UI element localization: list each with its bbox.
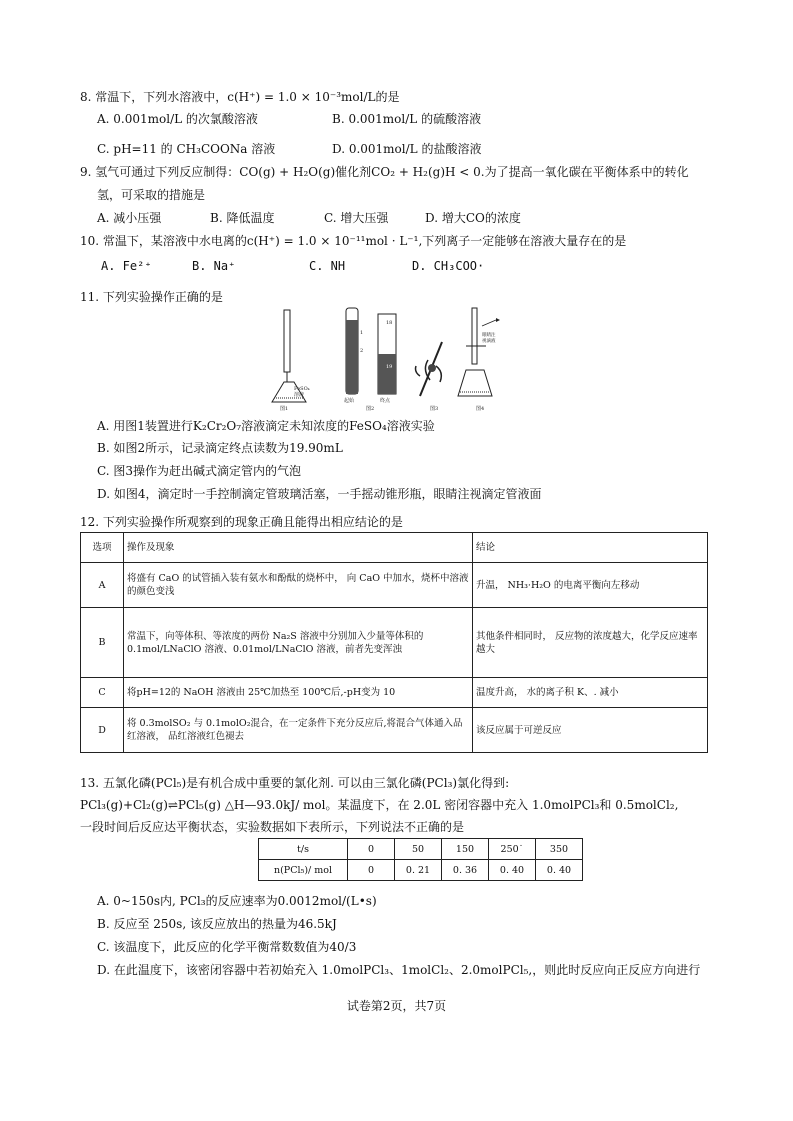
fig1-burette-flask xyxy=(272,310,310,412)
q8-option-b: B. 0.001mol/L 的硫酸溶液 xyxy=(332,112,482,126)
fig2-tick-18: 18 xyxy=(386,320,393,326)
table-row xyxy=(81,708,708,753)
q13-option-c: C. 该温度下，此反应的化学平衡常数数值为40/3 xyxy=(97,940,357,954)
fig2-tick-1: 1 xyxy=(360,330,364,336)
q12-row-c-operation: 将pH=12的 NaOH 溶液由 25℃加热至 100℃后,-pH变为 10 xyxy=(124,678,473,708)
table-row xyxy=(81,678,708,708)
q13-cell-250: 0. 40 xyxy=(489,860,536,881)
fig4-titration xyxy=(458,308,500,412)
fig4-eye-label-1: 眼睛注 xyxy=(482,333,496,338)
q12-header-row xyxy=(81,533,708,563)
q10-stem: 10. 常温下，某溶液中水电离的c(H⁺) = 1.0 × 10⁻¹¹mol · L⁻¹,下列离子一定能够在溶液大量存在的是 xyxy=(80,234,627,248)
q13-cell-150: 0. 36 xyxy=(442,860,489,881)
q13-cell-50: 0. 21 xyxy=(395,860,442,881)
q13-cell-0: 0 xyxy=(348,860,395,881)
q12-row-a-conclusion: 升温， NH₃·H₂O 的电离平衡向左移动 xyxy=(473,563,708,608)
q13-stem-line3: 一段时间后反应达平衡状态，实验数据如下表所示，下列说法不正确的是 xyxy=(80,820,465,834)
q12-row-b-conclusion: 其他条件相同时， 反应物的浓度越大，化学反应速率越大 xyxy=(473,608,708,678)
fig3-hands-burette xyxy=(416,342,443,412)
q8-stem: 8. 常温下，下列水溶液中，c(H⁺) = 1.0 × 10⁻³mol/L的是 xyxy=(80,90,400,104)
q13-row-label: n(PCl₅)/ mol xyxy=(259,860,348,881)
q13-option-d: D. 在此温度下，该密闭容器中若初始充入 1.0molPCl₃、1molCl₂、2.0molPCl₅,，则此时反应向正反应方向进行 xyxy=(97,963,701,977)
q13-col-250: 250˙ xyxy=(489,839,536,860)
q13-col-50: 50 xyxy=(395,839,442,860)
fig1-caption: 图1 xyxy=(280,406,289,412)
q11-apparatus-figure xyxy=(270,306,510,412)
fig4-eye-label-2: 视滴液 xyxy=(482,339,496,344)
q12-row-c-label: C xyxy=(81,678,124,708)
fig2-tick-19: 19 xyxy=(386,364,393,370)
q10-option-d: D. CH₃COO· xyxy=(412,259,485,273)
q12-row-a-operation: 将盛有 CaO 的试管插入装有氨水和酚酞的烧杯中， 向 CaO 中加水，烧杯中溶液的颜色变浅 xyxy=(124,563,473,608)
q10-option-a: A. Fe²⁺ xyxy=(101,259,152,273)
q9-stem-line1: 9. 氢气可通过下列反应制得：CO(g) + H₂O(g)催化剂CO₂ + H₂(g)H < 0.为了提高一氧化碳在平衡体系中的转化 xyxy=(80,165,689,179)
q13-stem-line1: 13. 五氯化磷(PCl₅)是有机合成中重要的氯化剂. 可以由三氯化磷(PCl₃)氯化得到: xyxy=(80,776,510,790)
q11-option-b: B. 如图2所示，记录滴定终点读数为19.90mL xyxy=(97,441,343,455)
q12-table xyxy=(80,532,708,753)
q12-header-conclusion: 结论 xyxy=(473,533,708,563)
q9-option-d: D. 增大CO的浓度 xyxy=(425,211,521,225)
fig2-caption: 图2 xyxy=(366,406,375,412)
q8-option-c: C. pH=11 的 CH₃COONa 溶液 xyxy=(97,142,276,156)
q12-stem: 12. 下列实验操作所观察到的现象正确且能得出相应结论的是 xyxy=(80,515,403,529)
q11-stem: 11. 下列实验操作正确的是 xyxy=(80,290,223,304)
q12-row-d-label: D xyxy=(81,708,124,753)
fig2-burette-readings xyxy=(344,308,396,412)
q8-option-d: D. 0.001mol/L 的盐酸溶液 xyxy=(332,142,482,156)
fig3-caption: 图3 xyxy=(430,406,439,412)
fig2-start-label: 起始 xyxy=(344,398,355,404)
q9-option-c: C. 增大压强 xyxy=(324,211,389,225)
q9-option-a: A. 减小压强 xyxy=(97,211,162,225)
fig2-end-label: 终点 xyxy=(380,398,391,404)
q10-option-c: C. NH xyxy=(309,259,346,273)
fig4-caption: 图4 xyxy=(476,406,485,412)
q12-row-d-conclusion: 该反应属于可逆反应 xyxy=(473,708,708,753)
table-row xyxy=(81,608,708,678)
table-row xyxy=(259,860,583,881)
q13-col-t: t/s xyxy=(259,839,348,860)
q12-row-c-conclusion: 温度升高， 水的离子积 K、. 减小 xyxy=(473,678,708,708)
fig1-feso4-label: FeSO₄ xyxy=(294,386,310,392)
table-row xyxy=(81,563,708,608)
q13-data-table xyxy=(258,838,583,881)
q12-header-option: 选项 xyxy=(81,533,124,563)
fig2-tick-2: 2 xyxy=(360,348,364,354)
q12-row-d-operation: 将 0.3molSO₂ 与 0.1molO₂混合，在一定条件下充分反应后,将混合气体通入品红溶液， 品红溶液红色褪去 xyxy=(124,708,473,753)
q12-header-operation: 操作及现象 xyxy=(124,533,473,563)
page-footer: 试卷第2页，共7页 xyxy=(346,999,447,1013)
q12-row-b-label: B xyxy=(81,608,124,678)
q13-table-header-row xyxy=(259,839,583,860)
q12-row-a-label: A xyxy=(81,563,124,608)
q10-option-b: B. Na⁺ xyxy=(192,259,236,273)
q8-option-a: A. 0.001mol/L 的次氯酸溶液 xyxy=(97,112,258,126)
q13-col-0: 0 xyxy=(348,839,395,860)
q11-option-c: C. 图3操作为赶出碱式滴定管内的气泡 xyxy=(97,464,302,478)
q11-option-d: D. 如图4，滴定时一手控制滴定管玻璃活塞，一手摇动锥形瓶，眼睛注视滴定管液面 xyxy=(97,487,542,501)
q9-option-b: B. 降低温度 xyxy=(210,211,275,225)
q12-row-b-operation: 常温下，向等体积、等浓度的两份 Na₂S 溶液中分别加入少量等体积的 0.1mol/LNaClO 溶液、0.01mol/LNaClO 溶液，前者先变浑浊 xyxy=(124,608,473,678)
q9-stem-line2: 氢，可采取的措施是 xyxy=(97,188,206,202)
q13-option-a: A. 0~150s内, PCl₃的反应速率为0.0012mol/(L•s) xyxy=(97,894,377,908)
q13-cell-350: 0. 40 xyxy=(536,860,583,881)
q13-option-b: B. 反应至 250s, 该反应放出的热量为46.5kJ xyxy=(97,917,337,931)
q13-col-150: 150 xyxy=(442,839,489,860)
q13-stem-line2: PCl₃(g)+Cl₂(g)⇌PCl₅(g) △H—93.0kJ/ mol。某温度下，在 2.0L 密闭容器中充入 1.0molPCl₃和 0.5molCl₂, xyxy=(80,798,679,812)
q11-option-a: A. 用图1装置进行K₂Cr₂O₇溶液滴定未知浓度的FeSO₄溶液实验 xyxy=(97,419,435,433)
fig1-solution-label: 溶液 xyxy=(294,392,305,398)
q13-col-350: 350 xyxy=(536,839,583,860)
